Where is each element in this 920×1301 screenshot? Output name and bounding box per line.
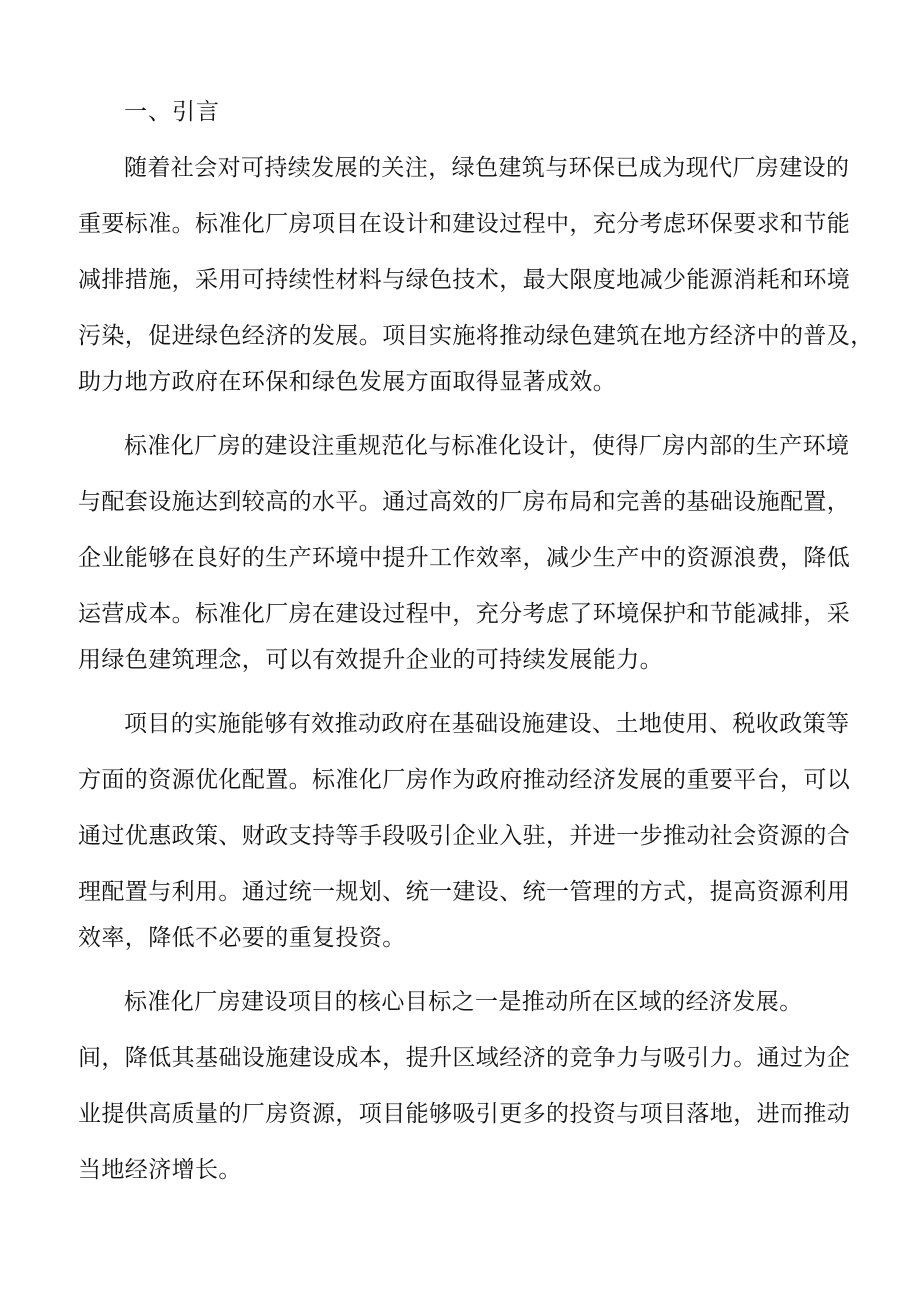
- paragraph-2-line-4: 运营成本。标准化厂房在建设过程中，充分考虑了环境保护和节能减排，采: [78, 601, 851, 627]
- paragraph-2-line-2: 与配套设施达到较高的水平。通过高效的厂房布局和完善的基础设施配置，: [78, 489, 851, 515]
- paragraph-2-line-3: 企业能够在良好的生产环境中提升工作效率，减少生产中的资源浪费，降低: [78, 545, 851, 571]
- paragraph-1-line-1: 随着社会对可持续发展的关注，绿色建筑与环保已成为现代厂房建设的: [124, 155, 850, 181]
- paragraph-1-line-2: 重要标准。标准化厂房项目在设计和建设过程中，充分考虑环保要求和节能: [78, 211, 851, 237]
- paragraph-1-line-3: 减排措施，采用可持续性材料与绿色技术，最大限度地减少能源消耗和环境: [78, 267, 851, 293]
- paragraph-1-line-4: 污染，促进绿色经济的发展。项目实施将推动绿色建筑在地方经济中的普及，: [78, 323, 874, 349]
- paragraph-2-line-1: 标准化厂房的建设注重规范化与标准化设计，使得厂房内部的生产环境: [124, 433, 850, 459]
- paragraph-5-line-2: 业提供高质量的厂房资源，项目能够吸引更多的投资与项目落地，进而推动: [78, 1101, 851, 1127]
- paragraph-3-line-2: 方面的资源优化配置。标准化厂房作为政府推动经济发展的重要平台，可以: [78, 767, 851, 793]
- paragraph-3-line-3: 通过优惠政策、财政支持等手段吸引企业入驻，并进一步推动社会资源的合: [78, 823, 851, 849]
- paragraph-2-line-5: 用绿色建筑理念，可以有效提升企业的可持续发展能力。: [78, 647, 663, 673]
- section-heading: 一、引言: [124, 99, 220, 125]
- paragraph-5-line-3: 当地经济增长。: [78, 1157, 242, 1183]
- paragraph-3-line-4: 理配置与利用。通过统一规划、统一建设、统一管理的方式，提高资源利用: [78, 879, 851, 905]
- paragraph-3-line-5: 效率，降低不必要的重复投资。: [78, 925, 406, 951]
- paragraph-1-line-5: 助力地方政府在环保和绿色发展方面取得显著成效。: [78, 369, 617, 395]
- paragraph-5-line-1: 间，降低其基础设施建设成本，提升区域经济的竞争力与吸引力。通过为企: [78, 1045, 851, 1071]
- paragraph-4-line-1: 标准化厂房建设项目的核心目标之一是推动所在区域的经济发展。: [124, 989, 803, 1015]
- paragraph-3-line-1: 项目的实施能够有效推动政府在基础设施建设、土地使用、税收政策等: [124, 711, 850, 737]
